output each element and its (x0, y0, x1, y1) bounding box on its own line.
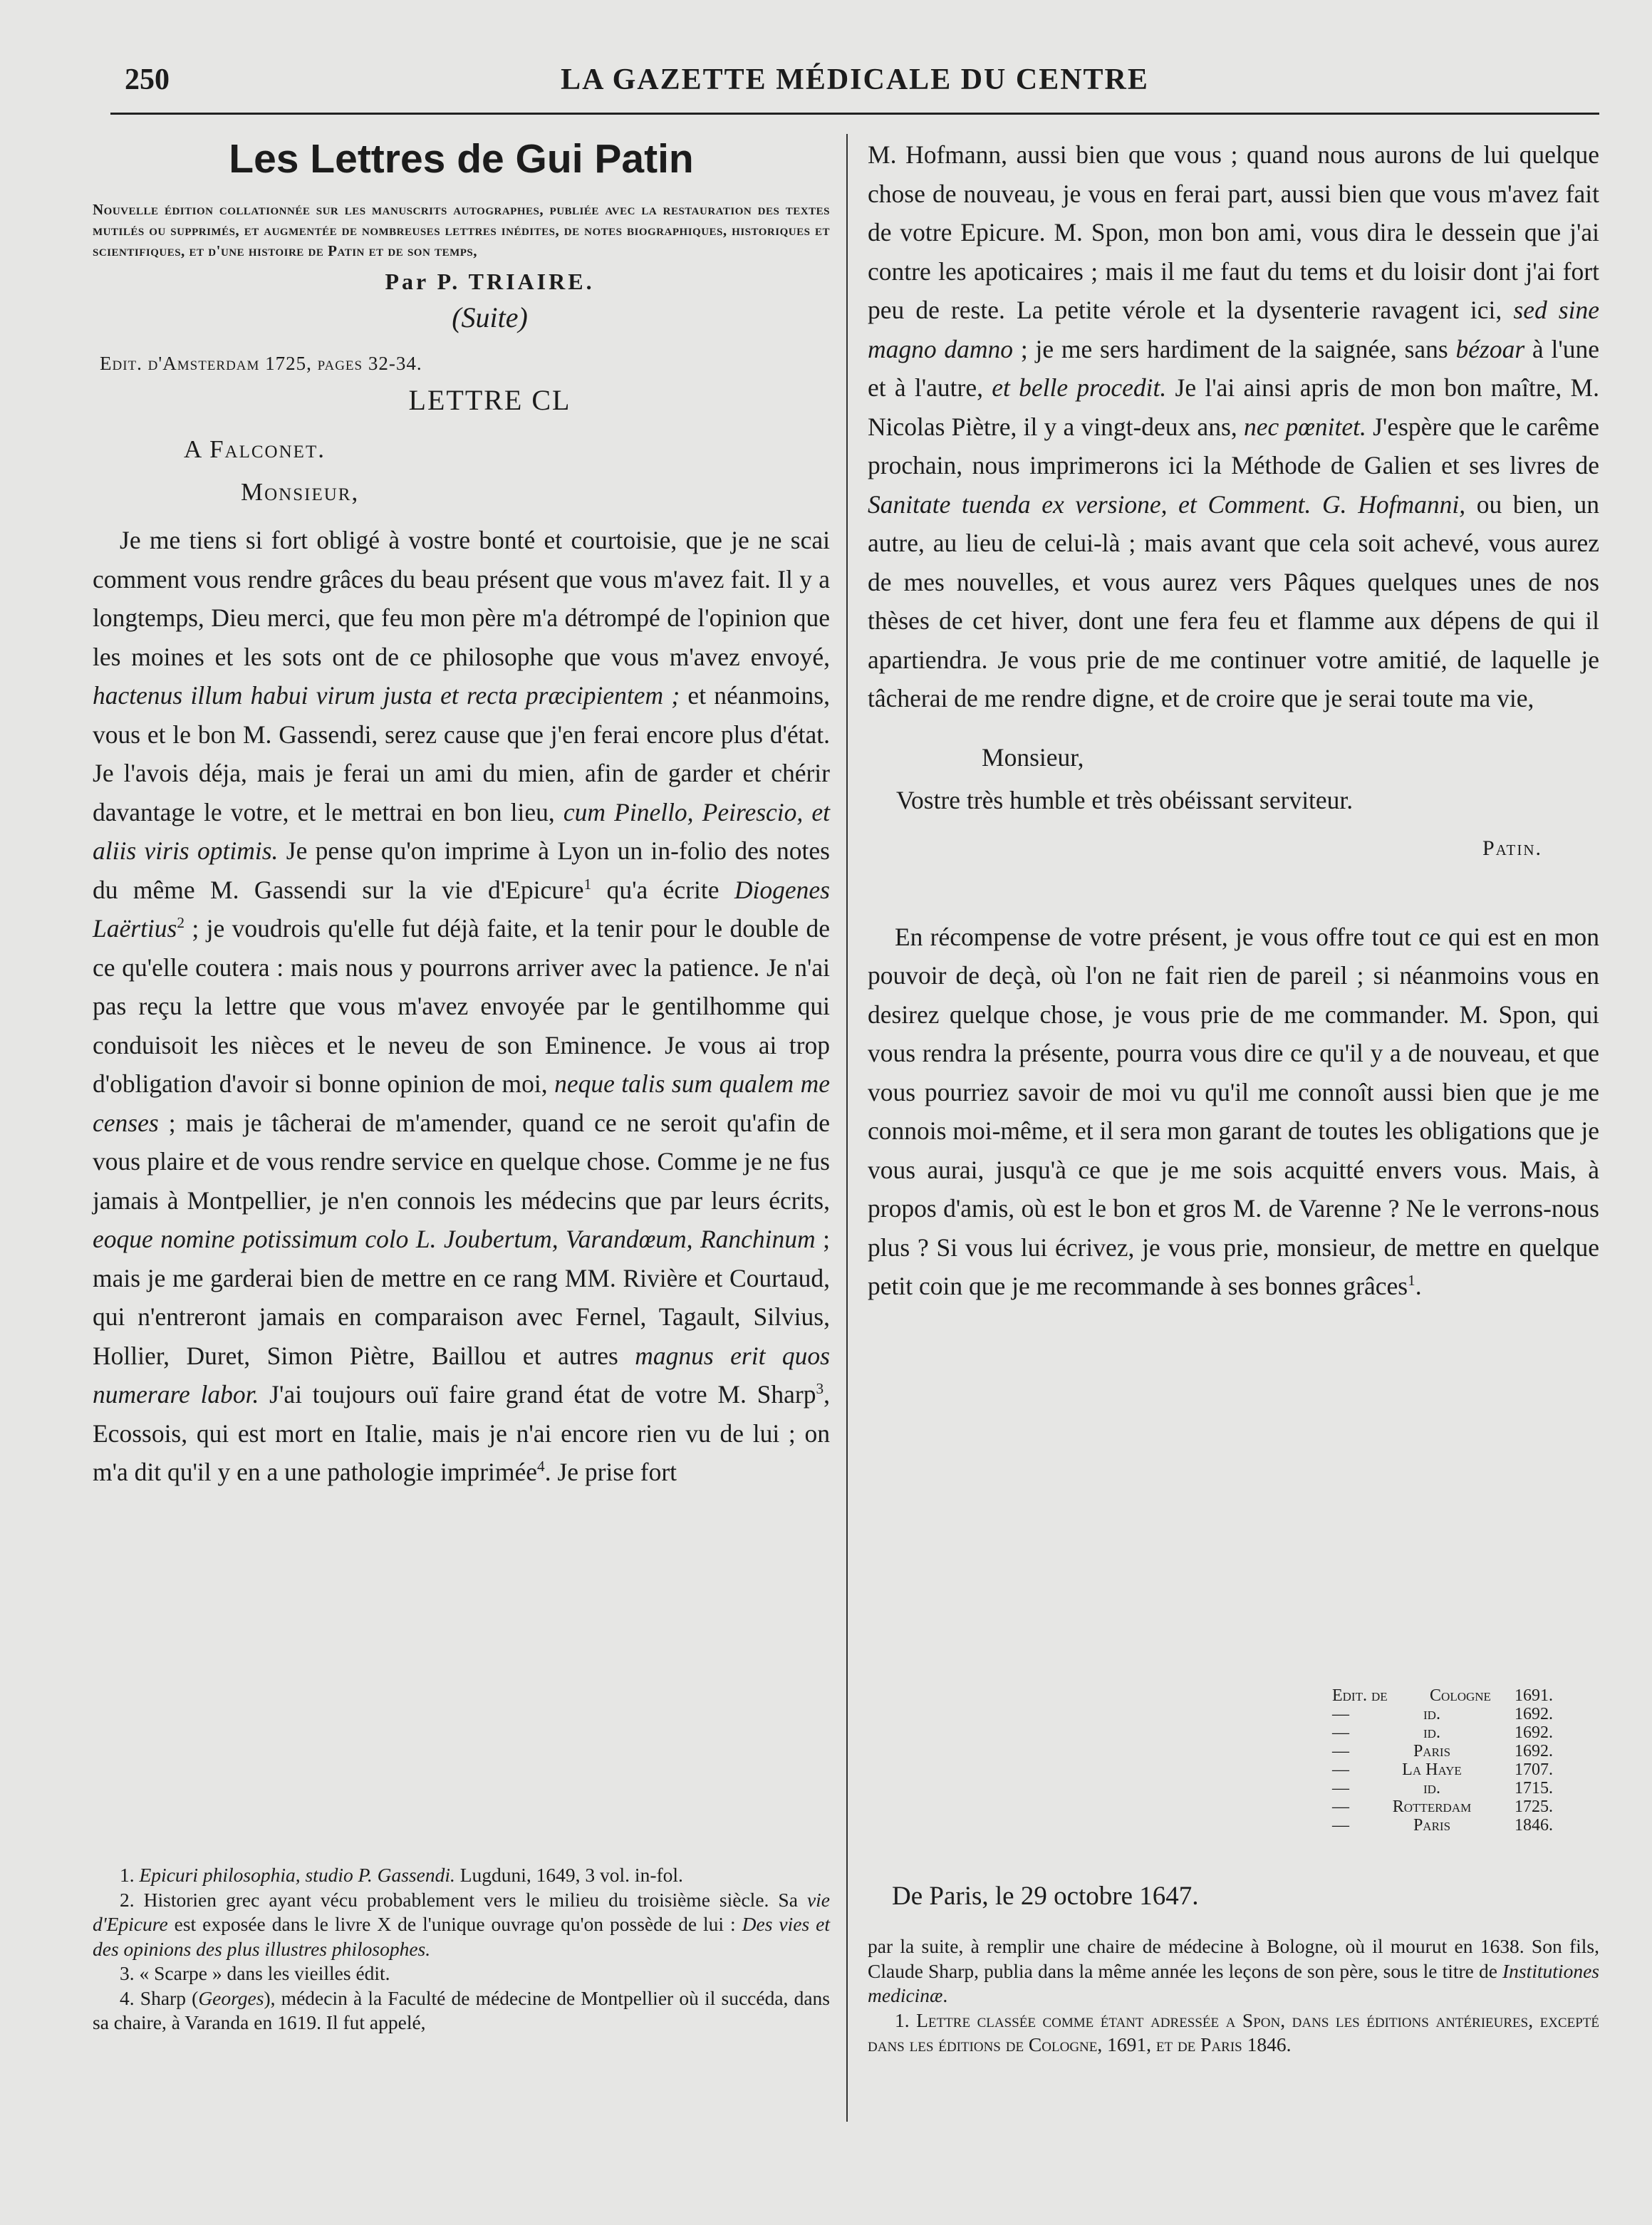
footnotes-left (93, 1863, 830, 2035)
continuation-label: (Suite) (452, 301, 528, 333)
letter-body-right: M. Hofmann, aussi bien que vous ; quand nous aurons de lui quelque chose de nouveau, je vous en ferai part, aussi bien que vous m'avez fait de votre Epicure. M. Spon, mon bon ami, vous dira le dessein que j'ai contre les apoticaires ; mais il me faut du tems et du loisir dont j'ai fort peu de reste. La petite vérole et la dysenterie ravagent ici, sed sine magno damno ; je me sers hardiment de la saignée, sans bézoar à l'une et à l'autre, et belle procedit. Je l'ai ainsi apris de mon bon maître, M. Nicolas Piètre, il y a vingt-deux ans, nec pœnitet. J'espère que le carême prochain, nous imprimerons ici la Méthode de Galien et ses livres de Sanitate tuenda ex versione, et Comment. G. Hofmanni, ou bien, un autre, au lieu de celui-là ; mais avant que cela soit achevé, vous aurez de mes nouvelles, et vous aurez vers Pâques quelques unes de nos thèses de cet hiver, dont une fera feu et flamme aux dépens de qui il apartiendra. Je vous prie de me continuer votre amitié, de laquelle je tâcherai de me rendre digne, et de croire que je serai toute ma vie, (868, 140, 1599, 712)
closing-salutation: Monsieur, (982, 742, 1084, 772)
signature: Patin. (1482, 836, 1542, 860)
edition-row: — Paris 1846. (1332, 1816, 1553, 1835)
edition-row: — La Haye 1707. (1332, 1760, 1553, 1779)
letter-body-left: Je me tiens si fort obligé à vostre bonté et courtoisie, que je ne scai comment vous rendre grâces du beau présent que vous m'avez fait. Il y a longtemps, Dieu merci, que feu mon père m'a détrompé de l'opinion que les moines et les sots ont de ce philosophe que vous m'avez envoyé, hactenus illum habui virum justa et recta præcipientem ; et néanmoins, vous et le bon M. Gassendi, serez cause que j'en ferai encore plus d'état. Je l'avois déja, mais je ferai un ami du mien, afin de garder et chérir davantage le votre, et le mettrai en bon lieu, cum Pinello, Peirescio, et aliis viris optimis. Je pense qu'on imprime à Lyon un in-folio des notes du même M. Gassendi sur la vie d'Epicure$^1$ qu'a écrite Diogenes Laërtius$^2$ ; je voudrois qu'elle fut déjà faite, et la tenir pour le double de ce qu'elle coutera : mais nous y pourrons arriver avec la patience. Je n'ai pas reçu la lettre que vous m'avez envoyée par le gentilhomme qui conduisoit les nièces et le neveu de son Eminence. Je vous ai trop d'obligation d'avoir si bonne opinion de moi, neque talis sum qualem me censes ; mais je tâcherai de m'amender, quand ce ne seroit qu'afin de vous plaire et de vous rendre service en quelque chose. Comme je ne fus jamais à Montpellier, je n'en connois les médecins que par leurs écrits, eoque nomine potissimum colo L. Joubertum, Varandœum, Ranchinum ; mais je me garderai bien de mettre en ce rang MM. Rivière et Courtaud, qui n'entreront jamais en comparaison avec Fernel, Tagault, Silvius, Hollier, Duret, Simon Piètre, Baillou et autres magnus erit quos numerare labor. J'ai toujours ouï faire grand état de votre M. Sharp$^3$, Ecossois, qui est mort en Italie, mais je n'ai encore rien vu de lui ; on m'a dit qu'il y en a une pathologie imprimée$^4$. Je prise fort (93, 526, 831, 1486)
editions-list (1332, 1686, 1589, 1835)
header-rule (110, 113, 1599, 115)
article-title: Les Lettres de Gui Patin (229, 136, 694, 182)
footnote-ref: 1 (1408, 1272, 1415, 1290)
footnote-1: 1. Epicuri philosophia, studio P. Gassendi. Lugduni, 1649, 3 vol. in-fol. (120, 1864, 683, 1886)
edition-row: — id. 1715. (1332, 1779, 1553, 1798)
footnotes-right (868, 1934, 1599, 2058)
footnote-1-right: 1. Lettre classée comme étant adressée a Spon, dans les éditions antérieures, excepté dans les éditions de Cologne, 1691, et de Paris 1846. (868, 2008, 1599, 2055)
edition-reference: Edit. d'Amsterdam 1725, pages 32-34. (100, 353, 422, 374)
addressee: A Falconet. (184, 435, 326, 463)
salutation: Monsieur, (241, 478, 360, 506)
journal-title: LA GAZETTE MÉDICALE DU CENTRE (561, 63, 1149, 96)
letter-number: LETTRE CL (408, 384, 571, 416)
footnote-4: 4. Sharp (Georges), médecin à la Faculté de médecine de Montpellier où il succéda, dans sa chaire, à Varanda en 1619. Il fut appelé, (93, 1986, 830, 2033)
footnote-continuation: par la suite, à remplir une chaire de médecine à Bologne, où il mourut en 1638. Son fils, Claude Sharp, publia dans la même année les leçons de son père, sous le titre de Institutiones medicinæ. (868, 1935, 1599, 2006)
postscript-paragraph: En récompense de votre présent, je vous offre tout ce qui est en mon pouvoir de deçà, où l'on ne fait rien de pareil ; si néanmoins vous en desirez quelque chose, je vous prie de me commander. M. Spon, qui vous rendra la présente, pourra vous dire ce qu'il y a de nouveau, et que vous pourriez savoir de moi vu qu'il me connoît aussi bien que je me connois moi-même, et il sera mon garant de toutes les obligations que je vous aurai, jusqu'à ce que je me sois acquitté envers vous. Mais, à propos d'amis, où est le bon et gros M. de Varenne ? Ne le verrons-nous plus ? Si vous lui écrivez, je vous prie, monsieur, de mettre en quelque petit coin que je me recommande à ses bonnes grâces$^1$. (868, 922, 1599, 1300)
author-line: Par P. TRIAIRE. (385, 269, 595, 294)
footnote-ref: 4 (537, 1458, 545, 1475)
edition-row: Edit. de Cologne 1691. (1332, 1686, 1553, 1705)
left-column (93, 135, 830, 1492)
footnote-3: 3. « Scarpe » dans les vieilles édit. (120, 1962, 390, 1984)
footnote-ref: 1 (583, 875, 592, 893)
right-column (868, 135, 1599, 1306)
page-number: 250 (125, 63, 170, 96)
footnote-2: 2. Historien grec ayant vécu probablement vers le milieu du troisième siècle. Sa vie d'Epicure est exposée dans le livre X de l'unique ouvrage qu'on possède de lui : Des vies et des opinions des plus illustres philosophes. (93, 1888, 830, 1960)
edition-row: — id. 1692. (1332, 1705, 1553, 1723)
edition-row: — id. 1692. (1332, 1723, 1553, 1742)
edition-row: — Rotterdam 1725. (1332, 1798, 1553, 1816)
running-header (125, 56, 1585, 105)
closing-formula: Vostre très humble et très obéissant serviteur. (896, 785, 1354, 814)
footnote-ref: 2 (177, 914, 185, 932)
article-subtitle: Nouvelle édition collationnée sur les manuscrits autographes, publiée avec la restauration des textes mutilés ou supprimés, et augmentée de nombreuses lettres inédites, de notes biographiques, historiques et scientifiques, et d'une histoire de Patin et de son temps, (93, 201, 830, 259)
column-divider (846, 134, 848, 2122)
date-line: De Paris, le 29 octobre 1647. (892, 1882, 1199, 1911)
footnote-ref: 3 (816, 1380, 824, 1398)
edition-row: — Paris 1692. (1332, 1742, 1553, 1760)
